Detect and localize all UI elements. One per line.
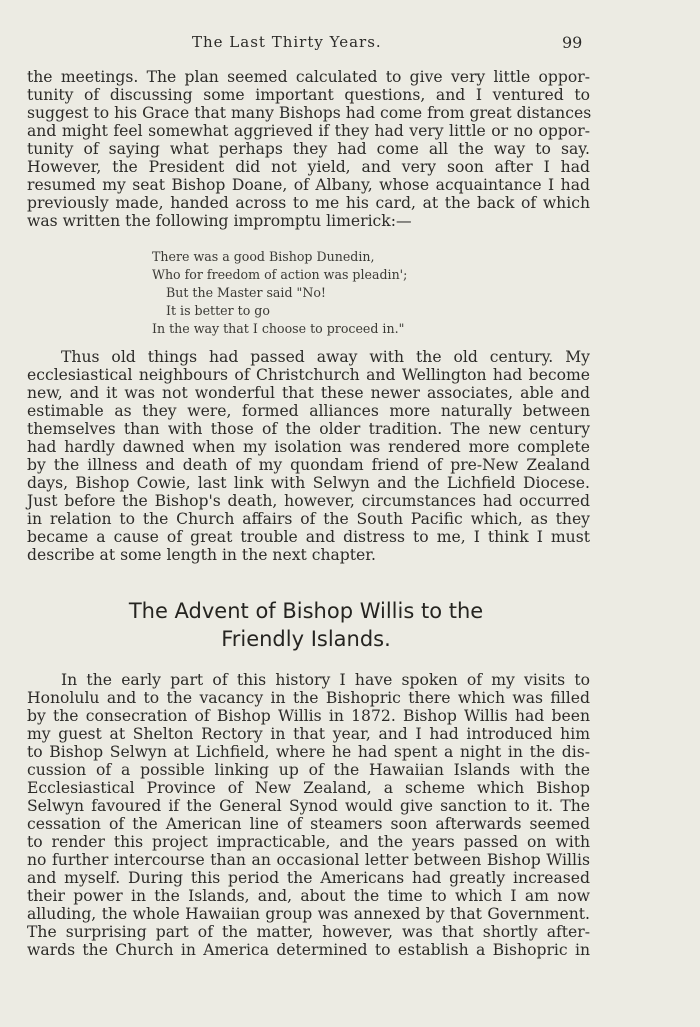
chapter-heading-line-2: Friendly Islands. xyxy=(221,627,391,651)
text-line: by the consecration of Bishop Willis in 1872. Bishop Willis had been xyxy=(27,707,590,725)
text-line: estimable as they were, formed alliances more naturally between xyxy=(27,402,590,420)
text-line: Thus old things had passed away with the old century. My xyxy=(61,348,590,366)
text-line: no further intercourse than an occasional letter between Bishop Willis xyxy=(27,851,590,869)
limerick xyxy=(152,248,512,338)
verse-line: It is better to go xyxy=(166,303,270,318)
running-header xyxy=(0,33,700,53)
verse-line: Who for freedom of action was pleadin'; xyxy=(152,267,408,282)
text-line: However, the President did not yield, and very soon after I had xyxy=(27,158,590,176)
text-line: describe at some length in the next chapter. xyxy=(27,546,376,564)
text-line: was written the following impromptu limerick:— xyxy=(27,212,412,230)
text-line: tunity of saying what perhaps they had come all the way to say. xyxy=(27,140,590,158)
text-line: the meetings. The plan seemed calculated to give very little oppor- xyxy=(27,68,590,86)
verse-line: In the way that I choose to proceed in." xyxy=(152,321,405,336)
text-line: tunity of discussing some important questions, and I ventured to xyxy=(27,86,590,104)
text-line: in relation to the Church affairs of the South Pacific which, as they xyxy=(27,510,590,528)
text-line: Ecclesiastical Province of New Zealand, a scheme which Bishop xyxy=(27,779,590,797)
chapter-heading-line-1: The Advent of Bishop Willis to the xyxy=(128,599,484,623)
text-line: had hardly dawned when my isolation was rendered more complete xyxy=(27,438,590,456)
running-title: The Last Thirty Years. xyxy=(192,33,382,51)
page-number: 99 xyxy=(562,33,583,52)
text-line: became a cause of great trouble and distress to me, I think I must xyxy=(27,528,590,546)
paragraph-2 xyxy=(27,348,590,564)
text-line: Selwyn favoured if the General Synod would give sanction to it. The xyxy=(27,797,590,815)
text-line: by the illness and death of my quondam friend of pre-New Zealand xyxy=(27,456,590,474)
verse-line: But the Master said "No! xyxy=(166,285,326,300)
text-line: and might feel somewhat aggrieved if they had very little or no oppor- xyxy=(27,122,590,140)
text-line: ecclesiastical neighbours of Christchurch and Wellington had become xyxy=(27,366,590,384)
text-line: alluding, the whole Hawaiian group was annexed by that Government. xyxy=(27,905,590,923)
text-line: cussion of a possible linking up of the Hawaiian Islands with the xyxy=(27,761,590,779)
text-line: resumed my seat Bishop Doane, of Albany, whose acquaintance I had xyxy=(27,176,590,194)
text-line: my guest at Shelton Rectory in that year, and I had introduced him xyxy=(27,725,590,743)
text-line: new, and it was not wonderful that these newer associates, able and xyxy=(27,384,590,402)
text-line: days, Bishop Cowie, last link with Selwyn and the Lichfield Diocese. xyxy=(27,474,590,492)
text-line: The surprising part of the matter, however, was that shortly after- xyxy=(27,923,590,941)
text-line: wards the Church in America determined to establish a Bishopric in xyxy=(27,941,590,959)
text-line: previously made, handed across to me his card, at the back of which xyxy=(27,194,590,212)
text-line: suggest to his Grace that many Bishops had come from great distances xyxy=(27,104,592,122)
paragraph-1 xyxy=(27,68,590,230)
verse-line: There was a good Bishop Dunedin, xyxy=(152,249,375,264)
text-line: to render this project impracticable, and the years passed on with xyxy=(27,833,590,851)
text-line: to Bishop Selwyn at Lichfield, where he had spent a night in the dis- xyxy=(27,743,590,761)
text-line: and myself. During this period the Americans had greatly increased xyxy=(27,869,590,887)
text-line: Just before the Bishop's death, however, circumstances had occurred xyxy=(27,492,590,510)
text-line: Honolulu and to the vacancy in the Bishopric there which was filled xyxy=(27,689,590,707)
text-line: themselves than with those of the older tradition. The new century xyxy=(27,420,590,438)
text-line: In the early part of this history I have spoken of my visits to xyxy=(61,671,590,689)
text-line: cessation of the American line of steamers soon afterwards seemed xyxy=(27,815,590,833)
text-line: their power in the Islands, and, about the time to which I am now xyxy=(27,887,590,905)
paragraph-3 xyxy=(27,671,590,959)
